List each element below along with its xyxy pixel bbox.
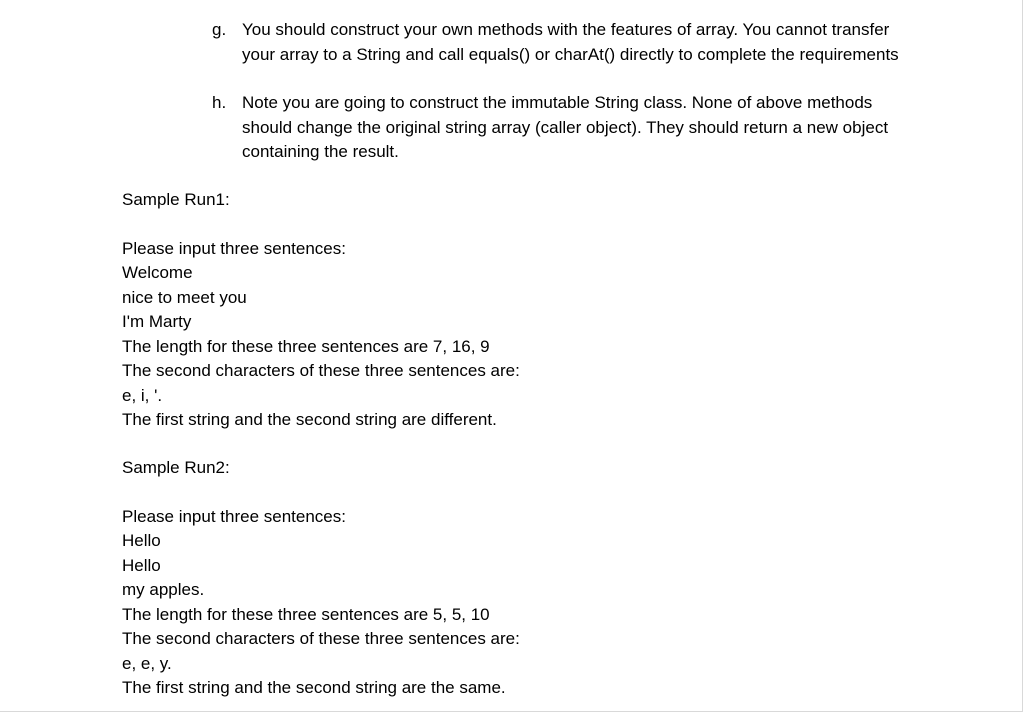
sample-run-2-line: The second characters of these three sentences are: <box>122 629 520 648</box>
sample-run-2-line: my apples. <box>122 580 205 599</box>
sample-run-1-line: The length for these three sentences are 7, 16, 9 <box>122 337 490 356</box>
sample-run-1-line: nice to meet you <box>122 288 247 307</box>
requirement-text: Note you are going to construct the immutable String class. None of above methods should change the original string array (caller object). They should return a new object containing the result. <box>242 93 889 161</box>
list-marker: g. <box>212 20 227 39</box>
list-marker: h. <box>212 93 227 112</box>
sample-run-2-line: The first string and the second string are the same. <box>122 678 506 697</box>
requirement-item-g <box>212 18 902 67</box>
sample-run-2-line: e, e, y. <box>122 654 172 673</box>
sample-run-1-line: The first string and the second string are different. <box>122 410 497 429</box>
sample-run-1-heading: Sample Run1: <box>122 190 230 209</box>
sample-run-1-line: e, i, '. <box>122 386 163 405</box>
sample-run-2-line: Hello <box>122 531 161 550</box>
sample-run-2-line: Hello <box>122 556 161 575</box>
sample-run-2-heading: Sample Run2: <box>122 458 230 477</box>
requirement-item-h <box>212 91 902 165</box>
requirement-text: You should construct your own methods with the features of array. You cannot transfer your array to a String and call equals() or charAt() directly to complete the requirements <box>242 20 899 64</box>
sample-run-2-line: The length for these three sentences are 5, 5, 10 <box>122 605 490 624</box>
sample-run-1-line: I'm Marty <box>122 312 192 331</box>
sample-run-1-line: Welcome <box>122 263 193 282</box>
sample-run-1-line: The second characters of these three sentences are: <box>122 361 520 380</box>
sample-run-2-line: Please input three sentences: <box>122 507 346 526</box>
sample-run-1-line: Please input three sentences: <box>122 239 346 258</box>
